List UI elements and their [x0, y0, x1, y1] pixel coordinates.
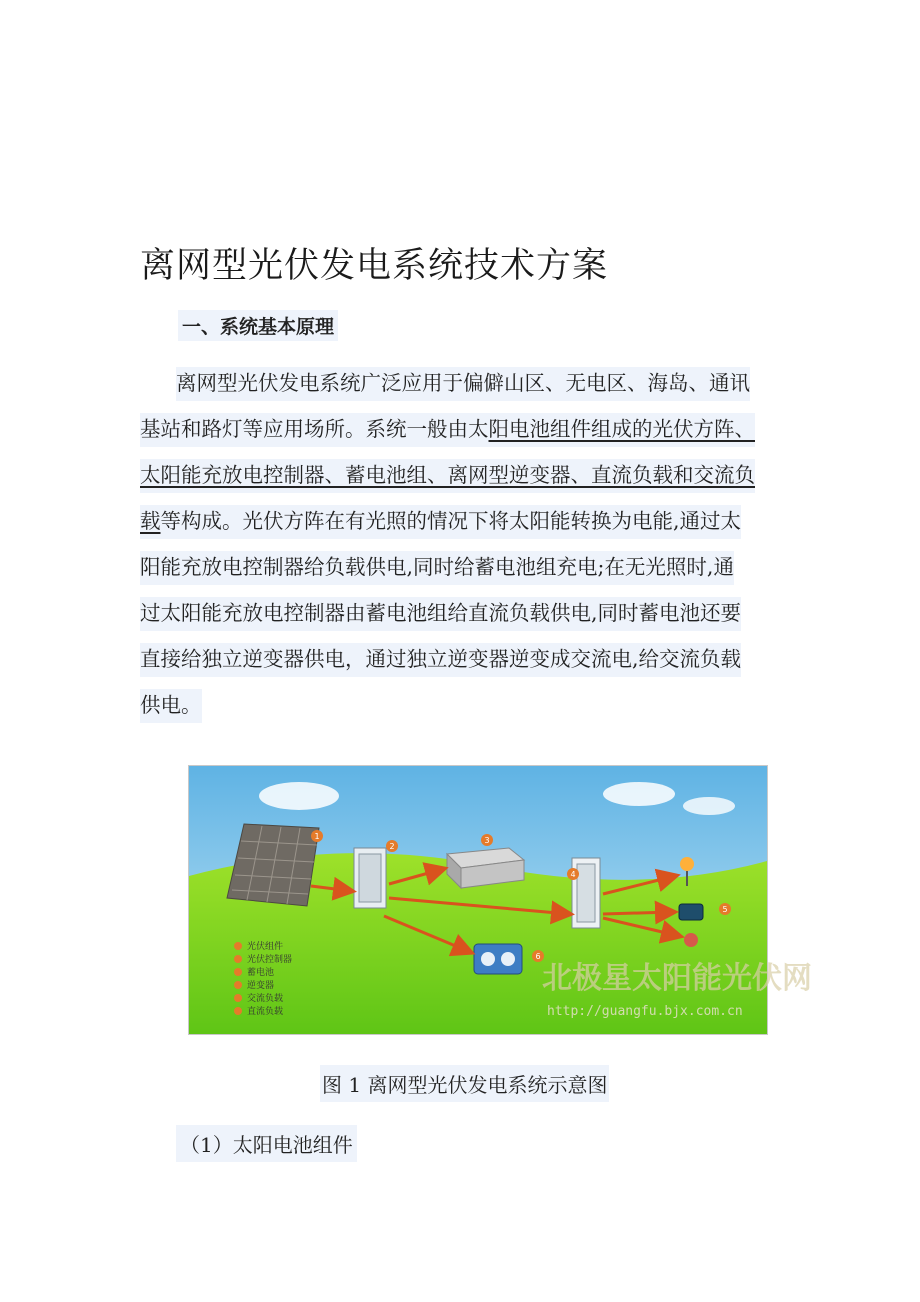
paragraph-line-3 — [140, 459, 755, 493]
legend-item-1: 光伏组件 — [247, 942, 284, 952]
paragraph-line-7: 直接给独立逆变器供电，通过独立逆变器逆变成交流电,给交流负载 — [140, 643, 741, 677]
paragraph-text: 等构成。光伏方阵在有光照的情况下将太阳能转换为电能,通过太 — [160, 509, 742, 533]
legend-item-2: 光伏控制器 — [247, 955, 293, 965]
solar-panel-array-icon — [227, 824, 319, 906]
figure-number-1: 1 — [314, 832, 320, 841]
dc-load-icon — [474, 944, 522, 974]
figure-number-6: 6 — [535, 952, 541, 961]
legend-item-3: 蓄电池 — [247, 968, 275, 978]
paragraph-line-6: 过太阳能充放电控制器由蓄电池组给直流负载供电,同时蓄电池还要 — [140, 597, 741, 631]
legend-item-4: 逆变器 — [247, 981, 275, 991]
arrow-inverter-to-tv — [603, 912, 673, 914]
paragraph-line-8: 供电。 — [140, 689, 202, 723]
webcam-icon — [684, 933, 698, 947]
cloud-icon — [603, 782, 675, 806]
legend-item-6: 直流负载 — [247, 1007, 284, 1017]
system-diagram — [189, 766, 812, 1034]
paragraph-line-1: 离网型光伏发电系统广泛应用于偏僻山区、无电区、海岛、通讯 — [176, 367, 750, 401]
underlined-text: 阳电池组件组成的光伏方阵、 — [488, 417, 755, 441]
figure-number-5: 5 — [722, 905, 728, 914]
figure-caption: 图 1 离网型光伏发电系统示意图 — [320, 1065, 609, 1102]
system-diagram-figure — [188, 765, 812, 1035]
watermark-url: http://guangfu.bjx.com.cn — [547, 1004, 743, 1019]
subsection-heading: （1）太阳电池组件 — [176, 1125, 357, 1162]
page-title: 离网型光伏发电系统技术方案 — [140, 246, 609, 286]
cloud-icon — [683, 797, 735, 815]
figure-number-2: 2 — [389, 842, 395, 851]
controller-cabinet-icon — [354, 848, 386, 908]
legend-item-5: 交流负载 — [247, 994, 284, 1004]
cloud-icon — [259, 782, 339, 810]
section-heading: 一、系统基本原理 — [178, 310, 338, 341]
underlined-text: 载 — [140, 509, 161, 533]
paragraph-line-4 — [140, 505, 741, 539]
figure-number-3: 3 — [484, 836, 490, 845]
underlined-text: 太阳能充放电控制器、蓄电池组、离网型逆变器、直流负载和交流负 — [140, 463, 755, 487]
watermark-text: 北极星太阳能光伏网 — [542, 961, 812, 996]
paragraph-text: 基站和路灯等应用场所。系统一般由太 — [140, 417, 489, 441]
paragraph-line-2 — [140, 413, 755, 447]
figure-number-4: 4 — [570, 870, 576, 879]
tv-icon — [679, 904, 703, 920]
inverter-cabinet-icon — [572, 858, 600, 928]
paragraph-line-5: 阳能充放电控制器给负载供电,同时给蓄电池组充电;在无光照时,通 — [140, 551, 734, 585]
